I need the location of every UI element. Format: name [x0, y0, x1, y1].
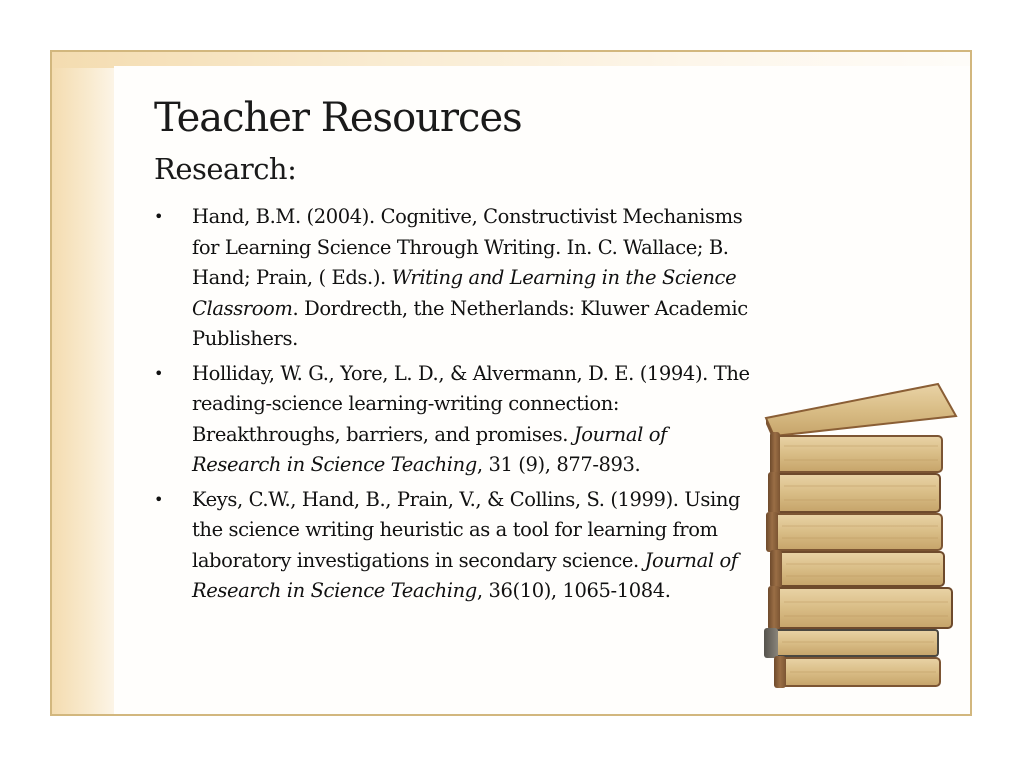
reference-item — [152, 202, 752, 355]
bullet-icon: • — [154, 207, 164, 226]
bullet-icon: • — [154, 489, 164, 509]
reference-text: . Dordrecth, the Netherlands: Kluwer Academic Publishers. — [192, 296, 748, 350]
reference-italic-title: Journal of Research in Science Teaching — [192, 422, 667, 476]
slide-subtitle: Research: — [154, 152, 297, 186]
reference-italic-title: Journal of Research in Science Teaching — [192, 548, 738, 602]
reference-text: , 36(10), 1065-1084. — [476, 579, 671, 602]
reference-item — [152, 359, 752, 481]
reference-text: Hand, B.M. (2004). Cognitive, Constructivist Mechanisms for Learning Science Through Writing. In. C. Wallace; B. Hand; Prain, ( Eds.). — [192, 205, 743, 289]
left-decorative-band — [52, 52, 116, 714]
reference-text: Keys, C.W., Hand, B., Prain, V., & Collins, S. (1999). Using the science writing heuristic as a tool for learning from laboratory investigations in secondary science. — [192, 487, 741, 572]
reference-list — [152, 202, 752, 611]
slide-title: Teacher Resources — [154, 95, 522, 141]
reference-item — [152, 485, 752, 607]
bullet-icon: • — [154, 363, 164, 383]
reference-text: , 31 (9), 877-893. — [476, 453, 641, 476]
reference-text: Holliday, W. G., Yore, L. D., & Alvermann, D. E. (1994). The reading-science learning-writing connection: Breakthroughs, barriers, and promises. — [192, 361, 750, 446]
stack-of-books-image — [760, 380, 960, 690]
reference-italic-title: Writing and Learning in the Science Classroom — [192, 266, 737, 320]
